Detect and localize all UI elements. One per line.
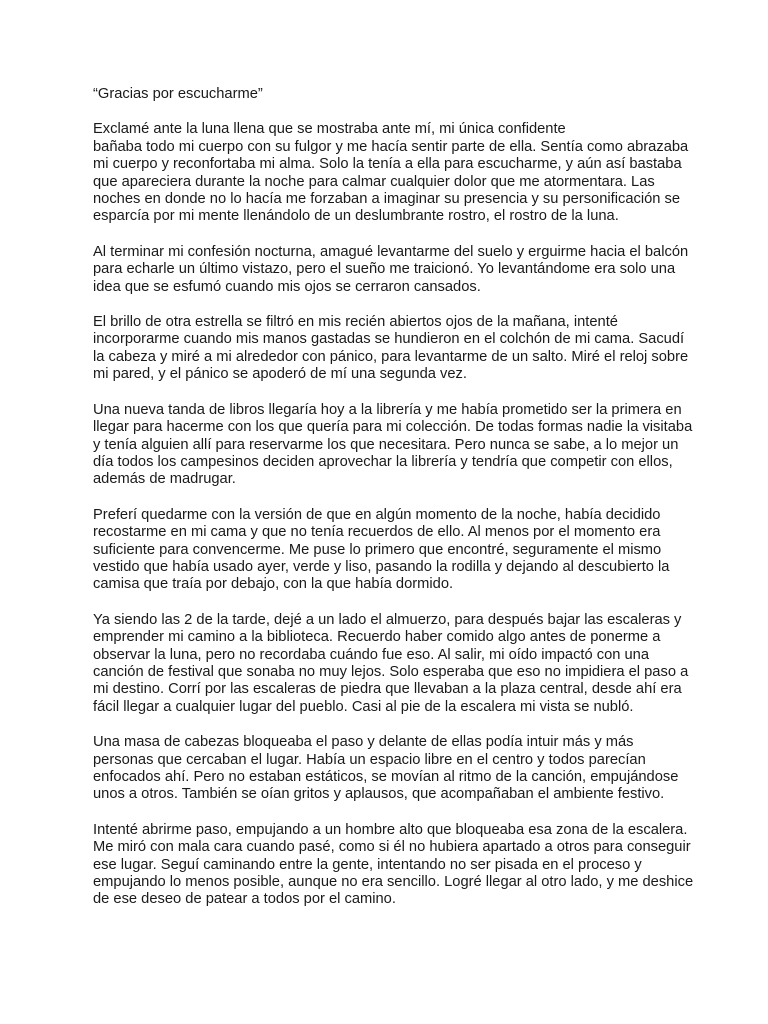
text-line: observar la luna, pero no recordaba cuándo fue eso. Al salir, mi oído impactó con una [93,646,650,663]
text-line: Me miró con mala cara cuando pasé, como si él no hubiera apartado a otros para conseguir [93,839,691,856]
document-body [93,121,694,908]
text-line: empujando lo menos posible, aunque no era sencillo. Logré llegar al otro lado, y me deshice [93,874,694,891]
paragraph [93,734,679,804]
text-line: enfocados ahí. Pero no estaban estáticos, se movían al ritmo de la canción, empujándose [93,769,679,785]
text-line: Una nueva tanda de libros llegaría hoy a la librería y me había prometido ser la primera en [93,401,682,418]
text-line: recostarme en mi cama y que no tenía recuerdos de ello. Al menos por el momento era [93,524,661,541]
text-line: Exclamé ante la luna llena que se mostraba ante mí, mi única confidente [93,121,566,138]
paragraph [93,401,693,489]
text-line: además de madrugar. [93,471,236,488]
text-line: Ya siendo las 2 de la tarde, dejé a un lado el almuerzo, para después bajar las escaleras y [93,611,682,628]
text-line: noches en donde no lo hacía me forzaban a imaginar su presencia y su personificación se [93,191,681,208]
text-line: canción de festival que sonaba no muy lejos. Solo esperaba que eso no impidiera el paso a [93,663,689,680]
text-line: idea que se esfumó cuando mis ojos se cerraron cansados. [93,278,481,295]
text-line: suficiente para convencerme. Me puse lo primero que encontré, seguramente el mismo [93,541,662,558]
text-line: mi destino. Corrí por las escaleras de piedra que llevaban a la plaza central, desde ahí era [93,681,682,698]
text-line: y tenía alguien allí para reservarme los que necesitara. Pero nunca se sabe, a lo mejor un [93,436,679,453]
text-line: para echarle un último vistazo, pero el sueño me traicionó. Yo levantándome era solo una [93,261,676,278]
text-line: Preferí quedarme con la versión de que en algún momento de la noche, había decidido [93,506,661,523]
text-line: emprender mi camino a la biblioteca. Recuerdo haber comido algo antes de ponerme a [93,629,661,646]
text-line: unos a otros. También se oían gritos y aplausos, que acompañaban el ambiente festivo. [93,786,665,803]
text-line: El brillo de otra estrella se filtró en mis recién abiertos ojos de la mañana, intenté [93,314,618,331]
text-line: día todos los campesinos deciden aprovechar la librería y tendría que competir con ellos, [93,453,673,470]
document-page [93,86,694,927]
paragraph [93,314,689,384]
text-line: personas que cercaban el lugar. Había un espacio libre en el centro y todos parecían [93,751,646,768]
text-line: mi cuerpo y reconfortaba mi alma. Solo la tenía a ella para escucharme, y aún así bastaba [93,156,682,173]
text-line: bañaba todo mi cuerpo con su fulgor y me hacía sentir parte de ella. Sentía como abrazaba [93,138,689,155]
text-line: incorporarme cuando mis manos gastadas se hundieron en el colchón de mi cama. Sacudí [93,331,685,348]
text-line: llegar para hacerme con los que quería para mi colección. De todas formas nadie la visitaba [93,419,693,436]
text-line: mi pared, y el pánico se apoderó de mí una segunda vez. [93,366,467,383]
text-line: de ese deseo de patear a todos por el camino. [93,891,396,908]
paragraph [93,507,673,594]
paragraph [93,243,689,296]
paragraph [93,121,689,225]
paragraph [93,611,689,716]
text-line: camisa que traía por debajo, con la que había dormido. [93,576,454,593]
text-line: Al terminar mi confesión nocturna, amagué levantarme del suelo y erguirme hacia el balcón [93,243,689,260]
text-line: la cabeza y miré a mi alrededor con pánico, para levantarme de un salto. Miré el reloj sobre [93,348,689,365]
text-line: Una masa de cabezas bloqueaba el paso y delante de ellas podía intuir más y más [93,734,634,751]
text-line: vestido que había usado ayer, verde y liso, pasando la rodilla y dejando al descubierto la [93,558,670,575]
paragraph [93,821,694,909]
document-title: “Gracias por escucharme” [93,86,263,102]
text-line: que apareciera durante la noche para calmar cualquier dolor que me atormentara. Las [93,173,655,190]
text-line: esparcía por mi mente llenándolo de un deslumbrante rostro, el rostro de la luna. [93,208,619,225]
text-line: Intenté abrirme paso, empujando a un hombre alto que bloqueaba esa zona de la escalera. [93,821,688,838]
text-line: ese lugar. Seguí caminando entre la gente, intentando no ser pisada en el proceso y [93,856,642,873]
text-line: fácil llegar a cualquier lugar del pueblo. Casi al pie de la escalera mi vista se nubló. [93,698,634,715]
